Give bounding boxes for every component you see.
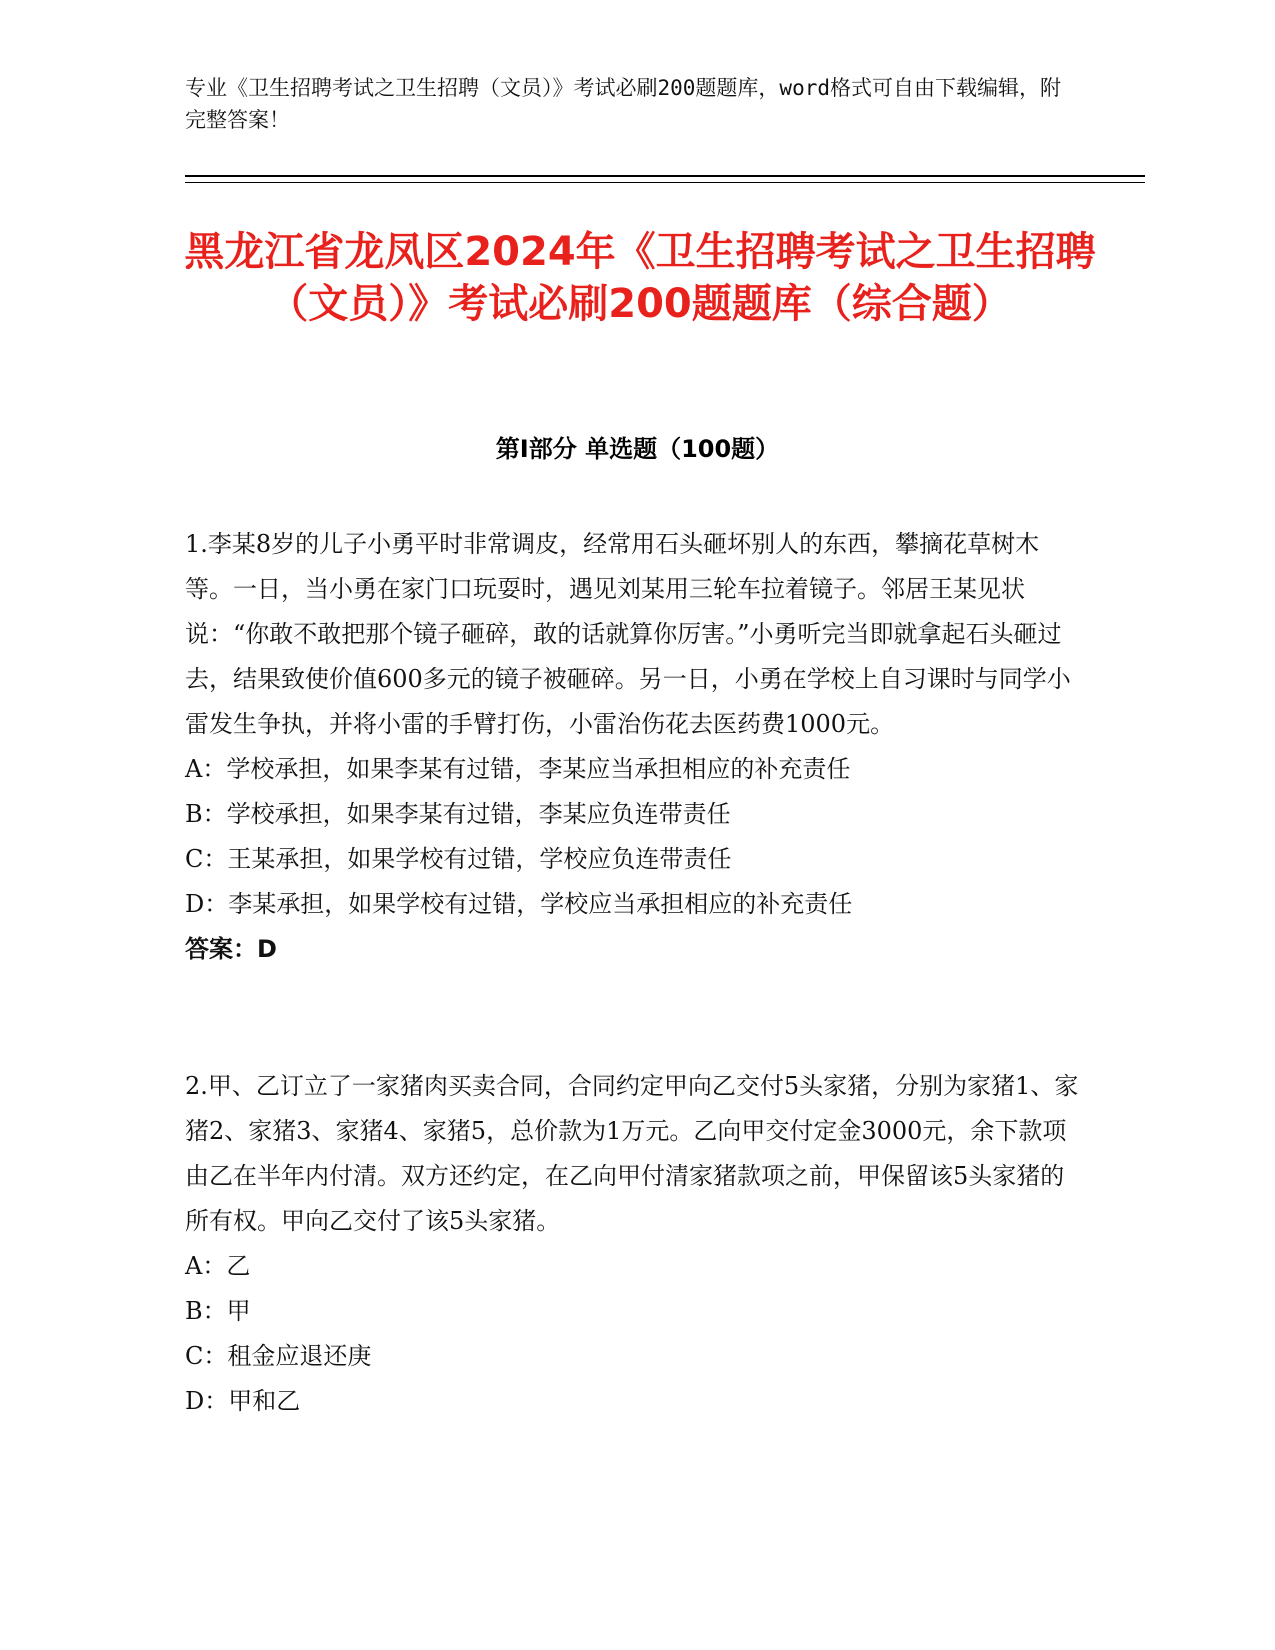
question-2	[185, 1064, 1085, 1424]
option-d: D：甲和乙	[185, 1387, 301, 1415]
question-stem: 2.甲、乙订立了一家猪肉买卖合同，合同约定甲向乙交付5头家猪，分别为家猪1、家猪2、家猪3、家猪4、家猪5，总价款为1万元。乙向甲交付定金3000元，余下款项由乙在半年内付清。双方还约定，在乙向甲付清家猪款项之前，甲保留该5头家猪的所有权。甲向乙交付了该5头家猪。	[185, 1072, 1079, 1235]
answer: 答案：D	[185, 935, 277, 963]
question-stem: 1.李某8岁的儿子小勇平时非常调皮，经常用石头砸坏别人的东西，攀摘花草树木等。一日，当小勇在家门口玩耍时，遇见刘某用三轮车拉着镜子。邻居王某见状说：“你敢不敢把那个镜子砸碎，敢的话就算你厉害。”小勇听完当即就拿起石头砸过去，结果致使价值600多元的镜子被砸碎。另一日，小勇在学校上自习课时与同学小雷发生争执，并将小雷的手臂打伤，小雷治伤花去医药费1000元。	[185, 530, 1071, 738]
header-note: 专业《卫生招聘考试之卫生招聘（文员）》考试必刷200题题库，word格式可自由下载编辑，附完整答案！	[185, 76, 1061, 132]
option-d: D：李某承担，如果学校有过错，学校应当承担相应的补充责任	[185, 890, 853, 918]
option-a: A：学校承担，如果李某有过错，李某应当承担相应的补充责任	[185, 755, 851, 783]
header-rule-thin	[185, 182, 1145, 183]
option-c: C：王某承担，如果学校有过错，学校应负连带责任	[185, 845, 732, 873]
document-title: 黑龙江省龙凤区2024年《卫生招聘考试之卫生招聘（文员）》考试必刷200题题库（综合题）	[184, 229, 1096, 327]
header-rule-thick	[185, 175, 1145, 177]
section-heading: 第Ⅰ部分 单选题（100题）	[495, 435, 780, 463]
option-c: C：租金应退还庚	[185, 1342, 372, 1370]
option-b: B：甲	[185, 1297, 251, 1325]
option-a: A：乙	[185, 1252, 251, 1280]
question-1	[185, 522, 1085, 972]
option-b: B：学校承担，如果李某有过错，李某应负连带责任	[185, 800, 731, 828]
